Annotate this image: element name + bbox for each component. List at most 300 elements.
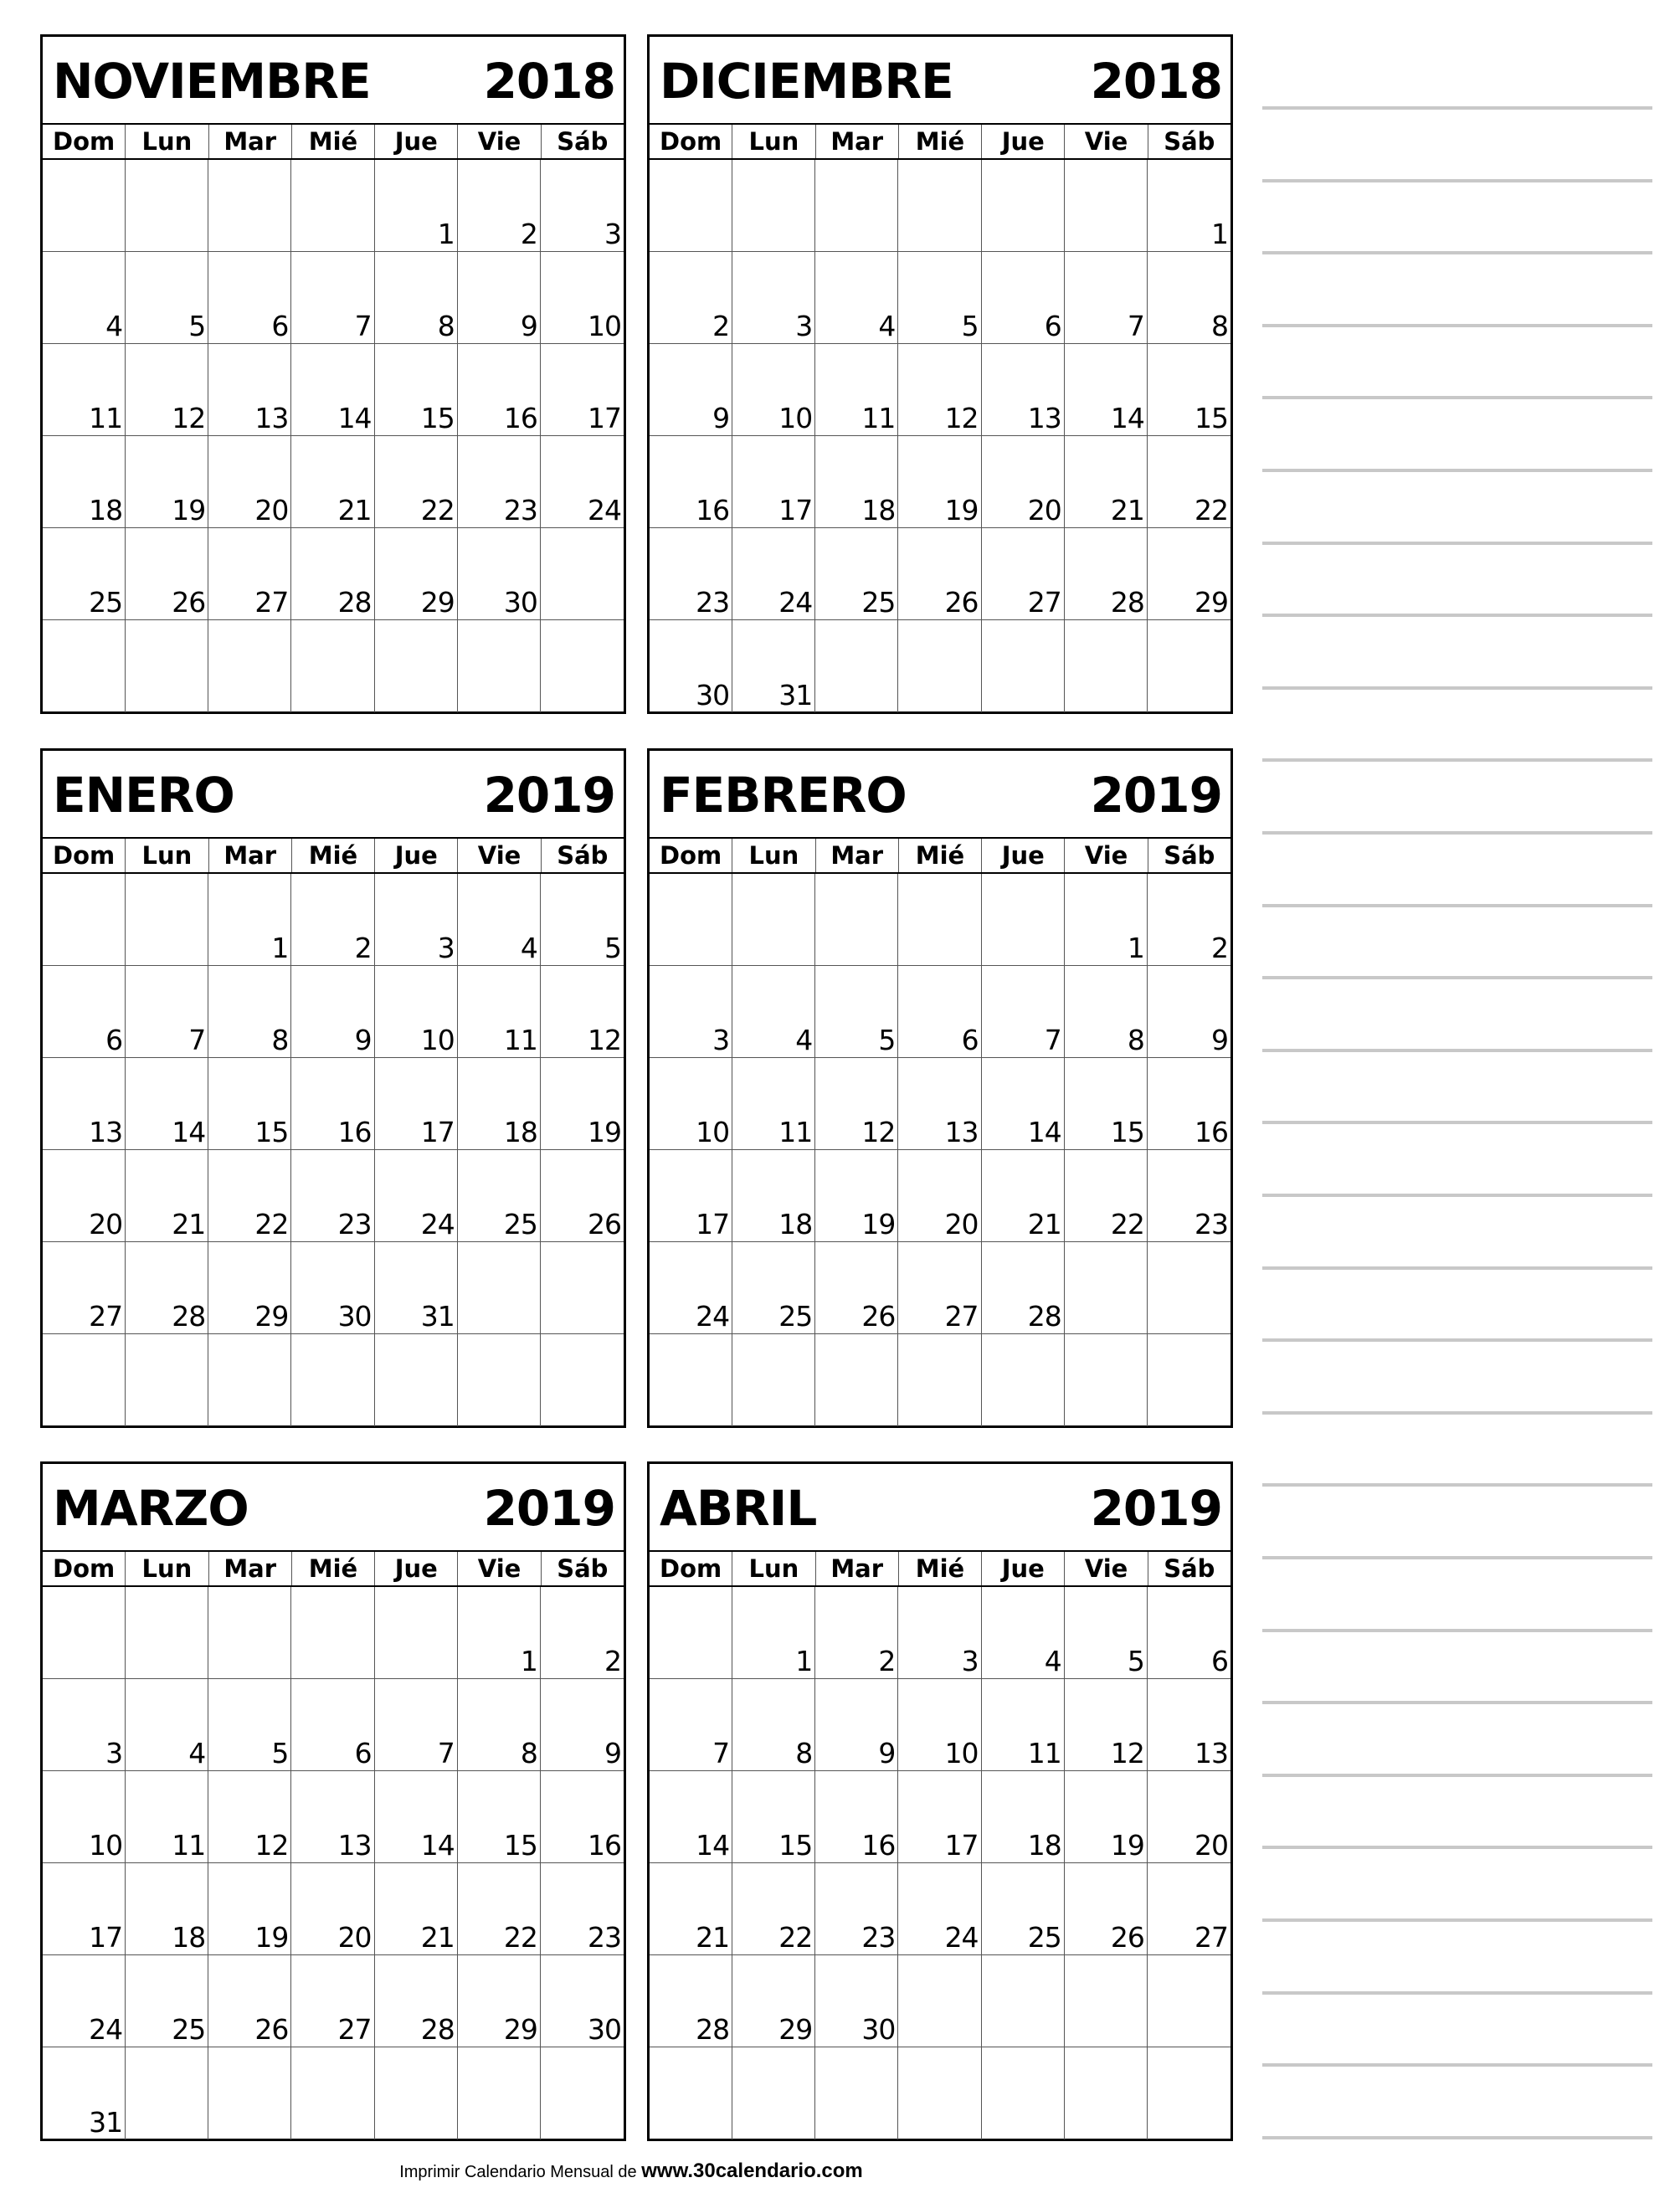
day-cell <box>458 1242 541 1334</box>
day-number: 14 <box>1110 402 1144 434</box>
note-line <box>1262 904 1652 907</box>
day-number: 17 <box>588 402 621 434</box>
day-cell <box>43 528 126 620</box>
day-cell <box>815 160 898 252</box>
note-line <box>1262 831 1652 835</box>
day-number: 25 <box>861 586 896 619</box>
day-cell <box>43 1334 126 1426</box>
month-name: MARZO <box>53 1480 249 1537</box>
day-number: 12 <box>861 1116 896 1148</box>
note-line <box>1262 1991 1652 1995</box>
day-number: 30 <box>588 2013 621 2046</box>
weekday-label: Vie <box>1065 125 1148 158</box>
month-calendar-enero <box>40 748 626 1428</box>
day-cell <box>43 1587 126 1679</box>
day-cell <box>541 2047 624 2139</box>
day-cell <box>43 966 126 1058</box>
day-number: 15 <box>778 1829 813 1862</box>
day-cell <box>898 1771 981 1863</box>
day-grid <box>650 874 1230 1426</box>
day-number: 10 <box>778 402 813 434</box>
day-cell <box>898 160 981 252</box>
day-number: 13 <box>944 1116 979 1148</box>
day-cell <box>458 344 541 436</box>
month-header <box>650 37 1230 125</box>
day-cell <box>43 2047 126 2139</box>
day-cell <box>291 1150 374 1242</box>
day-number: 13 <box>1027 402 1061 434</box>
day-number: 7 <box>188 1024 206 1056</box>
day-cell <box>1065 1334 1148 1426</box>
month-name: DICIEMBRE <box>660 53 953 110</box>
weekday-label: Sáb <box>1164 127 1215 156</box>
day-cell <box>732 1587 815 1679</box>
day-number: 8 <box>520 1737 537 1769</box>
day-cell <box>815 620 898 712</box>
day-cell <box>375 620 458 712</box>
day-cell <box>650 1863 732 1955</box>
weekday-label: Sáb <box>557 1554 609 1583</box>
day-cell <box>982 1863 1065 1955</box>
day-number: 10 <box>89 1829 123 1862</box>
weekday-label: Jue <box>375 839 458 872</box>
day-cell <box>1065 1771 1148 1863</box>
day-number: 4 <box>105 310 123 342</box>
day-cell <box>732 252 815 344</box>
day-number: 29 <box>254 1300 289 1333</box>
day-cell <box>815 874 898 966</box>
day-cell <box>982 1955 1065 2047</box>
note-line <box>1262 1121 1652 1124</box>
day-grid <box>43 160 624 712</box>
day-number: 1 <box>271 932 289 964</box>
day-number: 28 <box>1027 1300 1061 1333</box>
weekday-label: Mar <box>816 839 899 872</box>
day-cell <box>650 1242 732 1334</box>
day-cell <box>126 966 208 1058</box>
weekday-row <box>650 1552 1230 1587</box>
day-number: 14 <box>337 402 372 434</box>
weekday-label: Vie <box>458 125 541 158</box>
day-cell <box>208 252 291 344</box>
day-number: 26 <box>172 586 206 619</box>
day-cell <box>541 874 624 966</box>
day-number: 3 <box>604 218 621 250</box>
day-cell <box>650 966 732 1058</box>
day-number: 20 <box>89 1208 123 1240</box>
weekday-label: Dom <box>43 839 126 872</box>
day-cell <box>898 1955 981 2047</box>
weekday-label: Jue <box>982 839 1065 872</box>
day-cell <box>815 528 898 620</box>
day-cell <box>43 1150 126 1242</box>
day-cell <box>1065 436 1148 528</box>
day-cell <box>650 2047 732 2139</box>
day-cell <box>815 2047 898 2139</box>
day-number: 30 <box>503 586 537 619</box>
day-number: 21 <box>696 1921 730 1954</box>
day-number: 26 <box>1110 1921 1144 1954</box>
day-cell <box>982 436 1065 528</box>
weekday-label: Dom <box>43 1552 126 1585</box>
day-number: 23 <box>588 1921 621 1954</box>
day-number: 5 <box>878 1024 896 1056</box>
day-grid <box>650 1587 1230 2139</box>
note-line <box>1262 1411 1652 1415</box>
day-number: 2 <box>1211 932 1228 964</box>
day-number: 15 <box>254 1116 289 1148</box>
day-cell <box>126 252 208 344</box>
day-cell <box>541 1679 624 1771</box>
day-cell <box>458 252 541 344</box>
note-line <box>1262 2063 1652 2067</box>
day-cell <box>375 1771 458 1863</box>
day-cell <box>732 528 815 620</box>
note-line <box>1262 758 1652 762</box>
day-number: 15 <box>503 1829 537 1862</box>
day-number: 25 <box>503 1208 537 1240</box>
day-cell <box>1148 1334 1230 1426</box>
weekday-label: Dom <box>650 1552 732 1585</box>
day-number: 12 <box>944 402 979 434</box>
weekday-label: Dom <box>650 125 732 158</box>
weekday-label: Mié <box>899 839 982 872</box>
day-number: 22 <box>1194 494 1228 526</box>
day-cell <box>1065 1955 1148 2047</box>
day-number: 27 <box>1194 1921 1228 1954</box>
day-cell <box>208 1150 291 1242</box>
month-year: 2019 <box>483 767 615 824</box>
day-cell <box>541 966 624 1058</box>
day-cell <box>1148 874 1230 966</box>
day-cell <box>43 1863 126 1955</box>
day-cell <box>43 874 126 966</box>
weekday-label: Jue <box>982 125 1065 158</box>
day-number: 28 <box>172 1300 206 1333</box>
day-number: 23 <box>503 494 537 526</box>
note-line <box>1262 251 1652 254</box>
day-number: 19 <box>172 494 206 526</box>
day-number: 18 <box>172 1921 206 1954</box>
day-cell <box>291 2047 374 2139</box>
day-cell <box>126 1334 208 1426</box>
day-number: 14 <box>1027 1116 1061 1148</box>
day-cell <box>291 1863 374 1955</box>
day-cell <box>815 252 898 344</box>
day-number: 31 <box>89 2106 123 2139</box>
day-cell <box>291 252 374 344</box>
day-number: 29 <box>503 2013 537 2046</box>
weekday-label: Lun <box>126 1552 208 1585</box>
day-cell <box>982 1242 1065 1334</box>
day-number: 22 <box>778 1921 813 1954</box>
day-number: 28 <box>1110 586 1144 619</box>
day-number: 5 <box>188 310 206 342</box>
day-cell <box>732 1679 815 1771</box>
weekday-label: Lun <box>732 839 815 872</box>
day-cell <box>126 344 208 436</box>
day-cell <box>982 252 1065 344</box>
day-number: 24 <box>588 494 621 526</box>
day-cell <box>291 436 374 528</box>
month-name: FEBRERO <box>660 767 907 824</box>
day-cell <box>541 160 624 252</box>
note-line <box>1262 1194 1652 1197</box>
day-cell <box>458 1863 541 1955</box>
day-cell <box>458 1058 541 1150</box>
day-number: 26 <box>254 2013 289 2046</box>
month-calendar-diciembre <box>647 34 1233 714</box>
day-cell <box>126 1679 208 1771</box>
day-number: 23 <box>337 1208 372 1240</box>
day-cell <box>291 528 374 620</box>
month-header <box>650 751 1230 839</box>
day-cell <box>126 1587 208 1679</box>
day-number: 13 <box>337 1829 372 1862</box>
day-number: 20 <box>337 1921 372 1954</box>
day-number: 3 <box>961 1645 979 1677</box>
day-number: 30 <box>861 2013 896 2046</box>
day-cell <box>1148 620 1230 712</box>
day-cell <box>208 1334 291 1426</box>
day-number: 13 <box>89 1116 123 1148</box>
day-number: 11 <box>172 1829 206 1862</box>
month-name: ENERO <box>53 767 234 824</box>
day-number: 15 <box>1110 1116 1144 1148</box>
note-line <box>1262 976 1652 979</box>
note-line <box>1262 1338 1652 1342</box>
day-number: 24 <box>89 2013 123 2046</box>
weekday-label: Dom <box>650 839 732 872</box>
day-number: 30 <box>696 679 730 711</box>
day-cell <box>541 528 624 620</box>
day-cell <box>650 1771 732 1863</box>
day-cell <box>982 1150 1065 1242</box>
day-cell <box>1148 1242 1230 1334</box>
day-cell <box>208 1863 291 1955</box>
day-cell <box>982 1058 1065 1150</box>
day-number: 19 <box>1110 1829 1144 1862</box>
day-number: 13 <box>254 402 289 434</box>
day-cell <box>1148 1955 1230 2047</box>
day-number: 17 <box>420 1116 455 1148</box>
day-cell <box>898 1334 981 1426</box>
day-number: 21 <box>172 1208 206 1240</box>
day-number: 1 <box>437 218 455 250</box>
day-cell <box>208 1679 291 1771</box>
day-cell <box>650 620 732 712</box>
month-header <box>43 1464 624 1552</box>
day-cell <box>458 436 541 528</box>
month-calendar-febrero <box>647 748 1233 1428</box>
day-cell <box>541 1150 624 1242</box>
day-cell <box>208 1771 291 1863</box>
note-line <box>1262 542 1652 545</box>
day-cell <box>982 528 1065 620</box>
day-cell <box>732 344 815 436</box>
weekday-label: Mié <box>899 1552 982 1585</box>
weekday-label: Vie <box>1065 1552 1148 1585</box>
day-cell <box>1148 1150 1230 1242</box>
day-cell <box>815 1587 898 1679</box>
day-number: 29 <box>420 586 455 619</box>
month-year: 2018 <box>1090 53 1222 110</box>
day-cell <box>898 874 981 966</box>
day-cell <box>291 620 374 712</box>
notes-lines <box>1262 0 1652 2182</box>
weekday-label: Jue <box>982 1552 1065 1585</box>
day-cell <box>126 620 208 712</box>
day-cell <box>732 1242 815 1334</box>
day-cell <box>43 1955 126 2047</box>
day-number: 25 <box>778 1300 813 1333</box>
day-cell <box>541 1771 624 1863</box>
weekday-label: Lun <box>126 125 208 158</box>
day-number: 19 <box>944 494 979 526</box>
day-cell <box>541 620 624 712</box>
day-number: 8 <box>271 1024 289 1056</box>
day-cell <box>43 1242 126 1334</box>
day-cell <box>541 1863 624 1955</box>
weekday-label: Lun <box>126 839 208 872</box>
day-cell <box>208 966 291 1058</box>
day-cell <box>208 1955 291 2047</box>
note-line <box>1262 1701 1652 1704</box>
weekday-row <box>650 125 1230 160</box>
day-number: 3 <box>712 1024 730 1056</box>
day-cell <box>1148 1587 1230 1679</box>
day-cell <box>208 528 291 620</box>
month-year: 2019 <box>483 1480 615 1537</box>
month-year: 2019 <box>1090 1480 1222 1537</box>
month-header <box>43 37 624 125</box>
day-cell <box>898 436 981 528</box>
day-number: 21 <box>1110 494 1144 526</box>
day-cell <box>291 344 374 436</box>
day-number: 8 <box>1211 310 1228 342</box>
day-number: 4 <box>188 1737 206 1769</box>
day-number: 14 <box>172 1116 206 1148</box>
day-number: 25 <box>89 586 123 619</box>
day-number: 6 <box>1211 1645 1228 1677</box>
day-number: 28 <box>420 2013 455 2046</box>
day-cell <box>375 1679 458 1771</box>
day-cell <box>541 1955 624 2047</box>
day-number: 17 <box>89 1921 123 1954</box>
day-cell <box>1148 966 1230 1058</box>
note-line <box>1262 1049 1652 1052</box>
day-cell <box>1065 620 1148 712</box>
day-cell <box>1065 1242 1148 1334</box>
day-number: 26 <box>861 1300 896 1333</box>
day-number: 19 <box>254 1921 289 1954</box>
day-number: 8 <box>437 310 455 342</box>
day-cell <box>458 874 541 966</box>
day-cell <box>541 436 624 528</box>
note-line <box>1262 1629 1652 1632</box>
weekday-label: Vie <box>458 839 541 872</box>
day-cell <box>1065 1058 1148 1150</box>
day-number: 18 <box>503 1116 537 1148</box>
day-cell <box>375 1334 458 1426</box>
day-cell <box>982 966 1065 1058</box>
day-cell <box>208 2047 291 2139</box>
day-number: 20 <box>1027 494 1061 526</box>
day-number: 1 <box>520 1645 537 1677</box>
day-number: 7 <box>1127 310 1144 342</box>
note-line <box>1262 324 1652 327</box>
day-number: 26 <box>944 586 979 619</box>
note-line <box>1262 1556 1652 1559</box>
day-cell <box>375 1150 458 1242</box>
note-line <box>1262 1846 1652 1849</box>
day-number: 25 <box>1027 1921 1061 1954</box>
month-year: 2019 <box>1090 767 1222 824</box>
day-cell <box>208 344 291 436</box>
note-line <box>1262 1918 1652 1922</box>
day-number: 4 <box>1044 1645 1061 1677</box>
day-cell <box>1065 1150 1148 1242</box>
note-line <box>1262 396 1652 399</box>
note-line <box>1262 686 1652 690</box>
day-cell <box>126 874 208 966</box>
day-cell <box>815 344 898 436</box>
day-number: 28 <box>337 586 372 619</box>
weekday-label: Mar <box>816 1552 899 1585</box>
weekday-label: Vie <box>1065 839 1148 872</box>
weekday-label: Mar <box>209 125 292 158</box>
day-number: 28 <box>696 2013 730 2046</box>
day-cell <box>126 160 208 252</box>
day-number: 9 <box>520 310 537 342</box>
day-number: 6 <box>961 1024 979 1056</box>
day-number: 22 <box>254 1208 289 1240</box>
day-cell <box>815 1955 898 2047</box>
day-cell <box>815 1771 898 1863</box>
day-cell <box>291 1587 374 1679</box>
weekday-label: Mar <box>816 125 899 158</box>
day-cell <box>375 1587 458 1679</box>
day-number: 16 <box>337 1116 372 1148</box>
weekday-label: Mié <box>899 125 982 158</box>
day-number: 2 <box>712 310 730 342</box>
weekday-label: Vie <box>458 1552 541 1585</box>
day-grid <box>43 1587 624 2139</box>
day-number: 13 <box>1194 1737 1228 1769</box>
footer-prefix: Imprimir Calendario Mensual de <box>399 2163 642 2181</box>
day-cell <box>1148 436 1230 528</box>
day-number: 4 <box>795 1024 813 1056</box>
weekday-label: Mié <box>292 125 375 158</box>
day-number: 11 <box>89 402 123 434</box>
day-cell <box>208 1242 291 1334</box>
day-number: 8 <box>1127 1024 1144 1056</box>
day-cell <box>1148 528 1230 620</box>
note-line <box>1262 179 1652 182</box>
day-cell <box>898 966 981 1058</box>
day-cell <box>650 1955 732 2047</box>
day-cell <box>732 966 815 1058</box>
day-cell <box>650 1679 732 1771</box>
day-number: 31 <box>778 679 813 711</box>
day-cell <box>982 160 1065 252</box>
day-number: 16 <box>503 402 537 434</box>
day-cell <box>458 1150 541 1242</box>
day-number: 18 <box>861 494 896 526</box>
day-number: 16 <box>588 1829 621 1862</box>
day-number: 20 <box>254 494 289 526</box>
footer-site-link[interactable]: www.30calendario.com <box>641 2160 863 2182</box>
